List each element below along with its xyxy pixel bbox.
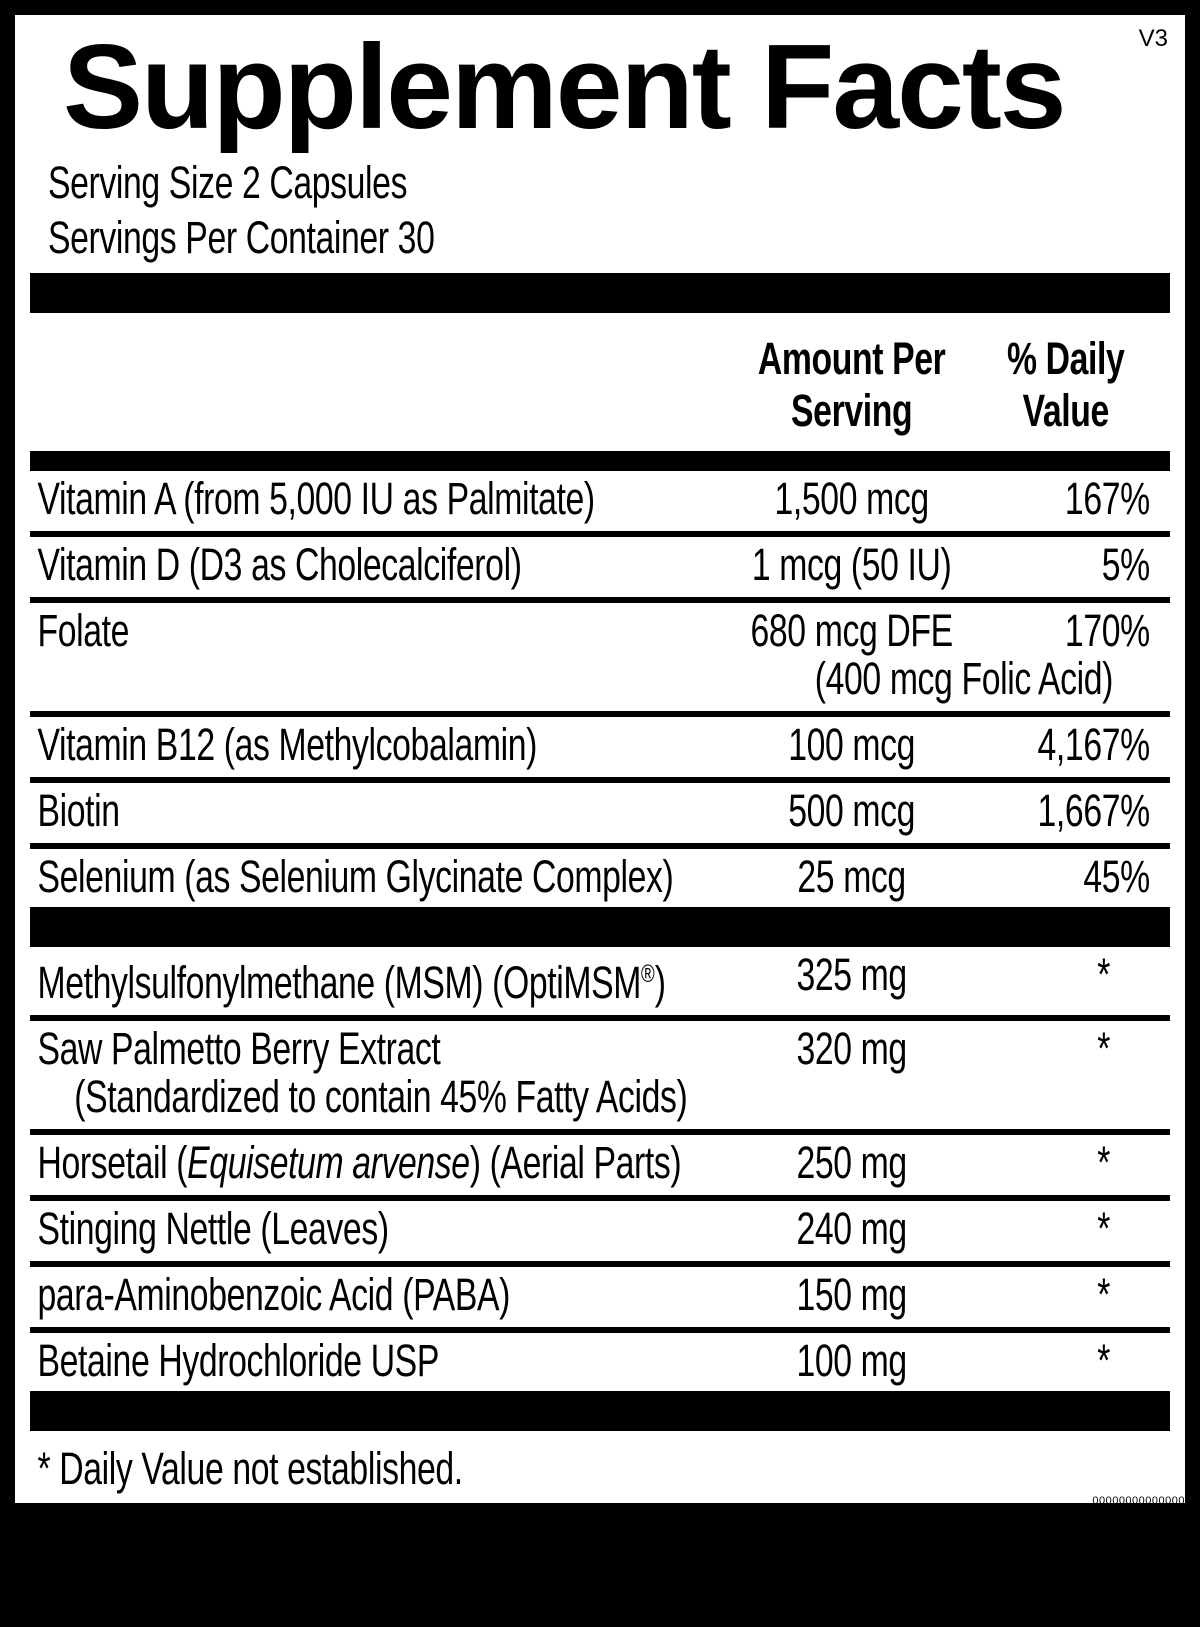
nutrient-name: Vitamin D (D3 as Cholecalciferol) — [37, 539, 522, 590]
nutrient-amount: 150 mg — [796, 1269, 907, 1320]
nutrient-latin-name: Equisetum arvense — [187, 1137, 470, 1188]
separator-bar-middle — [30, 907, 1170, 947]
nutrient-subline: (400 mcg Folic Acid) — [814, 653, 1113, 704]
nutrient-amount: 240 mg — [796, 1203, 907, 1254]
label-body — [30, 155, 1170, 1493]
perforation-marks: 00000000000000 — [1092, 1495, 1185, 1507]
nutrient-subline: (Standardized to contain 45% Fatty Acids) — [74, 1071, 688, 1122]
nutrient-name: Vitamin A (from 5,000 IU as Palmitate) — [37, 473, 595, 524]
nutrient-daily-value: * — [1097, 1023, 1110, 1074]
nutrient-amount: 250 mg — [796, 1137, 907, 1188]
nutrient-amount: 1,500 mcg — [774, 473, 929, 524]
nutrient-daily-value: 5% — [1101, 539, 1150, 590]
nutrient-daily-value: * — [1097, 1137, 1110, 1188]
table-header — [30, 313, 1170, 451]
page-title: Supplement Facts — [63, 20, 1065, 154]
nutrient-daily-value: * — [1097, 1269, 1110, 1320]
nutrient-amount: 1 mcg (50 IU) — [751, 539, 952, 590]
title-row — [30, 20, 1170, 154]
table-row-vitamin-b12 — [30, 717, 1170, 783]
nutrient-amount: 25 mcg — [797, 851, 906, 902]
table-row-selenium — [30, 849, 1170, 907]
nutrient-name: Vitamin B12 (as Methylcobalamin) — [37, 719, 537, 770]
nutrient-name: para-Aminobenzoic Acid (PABA) — [37, 1269, 510, 1320]
nutrient-name: Selenium (as Selenium Glycinate Complex) — [37, 851, 674, 902]
nutrient-name: Folate — [37, 605, 130, 656]
header-dv-line1: % Daily — [1007, 333, 1125, 384]
nutrient-name: Saw Palmetto Berry Extract — [37, 1023, 441, 1074]
separator-bar-header — [30, 451, 1170, 471]
table-row-folate — [30, 603, 1170, 717]
serving-size-line: Serving Size 2 Capsules — [48, 157, 408, 208]
nutrient-name — [30, 951, 716, 1007]
nutrient-name: Betaine Hydrochloride USP — [37, 1335, 439, 1386]
nutrient-name-text: ) (Aerial Parts) — [469, 1137, 682, 1188]
table-row-vitamin-a — [30, 471, 1170, 537]
daily-value-footnote: * Daily Value not established. — [37, 1443, 463, 1494]
nutrient-daily-value: * — [1097, 1335, 1110, 1386]
separator-bar-top — [30, 273, 1170, 313]
header-dv-line2: Value — [1022, 385, 1109, 436]
nutrient-amount: 325 mg — [796, 949, 907, 1000]
nutrient-daily-value: 4,167% — [1037, 719, 1150, 770]
nutrient-amount: 680 mcg DFE — [750, 605, 953, 656]
header-amount-line2: Serving — [791, 385, 913, 436]
nutrient-name-text: Methylsulfonylmethane (MSM) (OptiMSM — [37, 957, 642, 1008]
nutrient-daily-value: 1,667% — [1037, 785, 1150, 836]
supplement-facts-panel — [15, 15, 1185, 1507]
registered-trademark-mark: ® — [641, 961, 655, 988]
table-row-horsetail — [30, 1135, 1170, 1201]
nutrient-amount: 320 mg — [796, 1023, 907, 1074]
nutrient-name: Biotin — [37, 785, 120, 836]
nutrient-daily-value: 167% — [1064, 473, 1150, 524]
nutrient-name — [30, 1139, 716, 1187]
nutrient-name-text: ) — [654, 957, 666, 1008]
nutrient-name: Stinging Nettle (Leaves) — [37, 1203, 389, 1254]
servings-per-container-line: Servings Per Container 30 — [48, 212, 435, 263]
separator-bar-bottom — [30, 1391, 1170, 1431]
table-row-stinging-nettle — [30, 1201, 1170, 1267]
header-name-spacer — [30, 333, 716, 437]
header-amount-line1: Amount Per — [757, 333, 946, 384]
nutrient-daily-value: * — [1097, 949, 1110, 1000]
table-row-vitamin-d — [30, 537, 1170, 603]
version-tag: V3 — [1138, 25, 1168, 52]
nutrient-amount: 100 mg — [796, 1335, 907, 1386]
table-row-saw-palmetto — [30, 1021, 1170, 1135]
header-amount-per-serving — [716, 333, 988, 437]
header-percent-daily-value — [988, 333, 1170, 437]
table-row-betaine — [30, 1333, 1170, 1391]
nutrient-name-text: Horsetail ( — [37, 1137, 188, 1188]
nutrient-daily-value: * — [1097, 1203, 1110, 1254]
table-row-paba — [30, 1267, 1170, 1333]
table-row-biotin — [30, 783, 1170, 849]
nutrient-daily-value: 45% — [1083, 851, 1150, 902]
nutrient-amount: 500 mcg — [788, 785, 916, 836]
nutrient-daily-value: 170% — [1064, 605, 1150, 656]
table-row-msm — [30, 947, 1170, 1021]
nutrient-amount: 100 mcg — [788, 719, 916, 770]
serving-info — [30, 155, 1170, 265]
